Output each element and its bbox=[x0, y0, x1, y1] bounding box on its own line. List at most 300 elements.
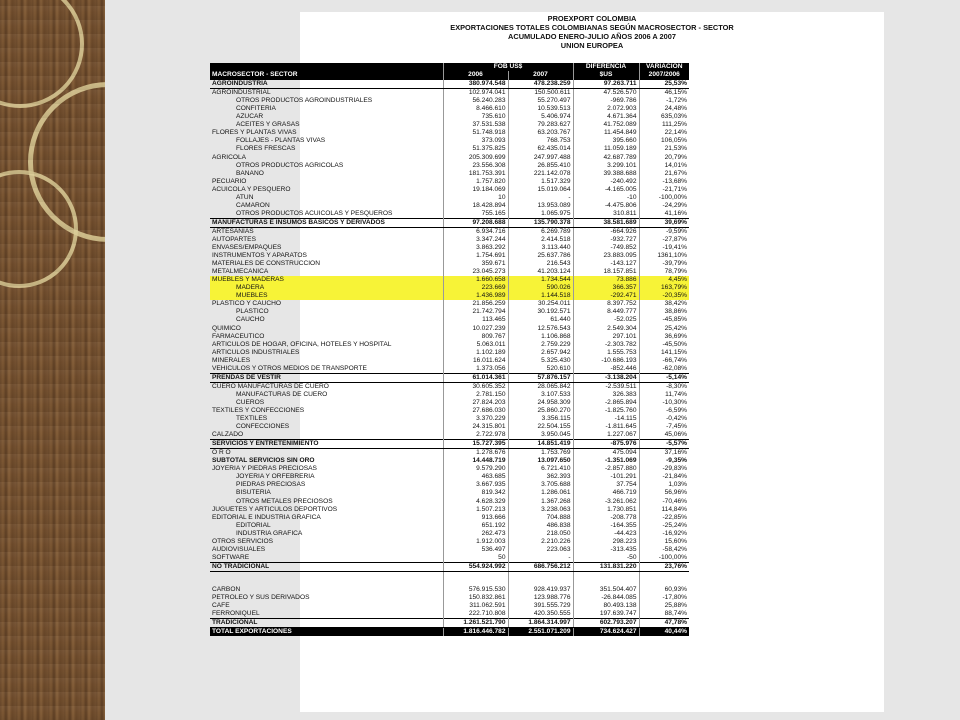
table-row bbox=[210, 325, 689, 333]
row-label: AZUCAR bbox=[236, 113, 264, 121]
value-var: 15,60% bbox=[639, 538, 689, 546]
table-row bbox=[210, 113, 689, 121]
value-2007: 10.539.513 bbox=[508, 105, 573, 113]
value-2006: 205.309.699 bbox=[443, 154, 508, 162]
row-label: PLASTICO bbox=[236, 308, 269, 316]
value-2007: 123.988.776 bbox=[508, 594, 573, 602]
table-row bbox=[210, 594, 689, 602]
row-label: O R O bbox=[212, 449, 231, 457]
value-2007: 12.576.543 bbox=[508, 325, 573, 333]
value-diff: -875.976 bbox=[573, 440, 639, 449]
value-var: -21,71% bbox=[639, 186, 689, 194]
value-diff: -14.115 bbox=[573, 415, 639, 423]
row-label: ARTICULOS INDUSTRIALES bbox=[212, 348, 300, 356]
row-label: MATERIALES DE CONSTRUCCION bbox=[212, 260, 320, 268]
value-var: 106,05% bbox=[639, 137, 689, 145]
value-2006: 16.011.624 bbox=[443, 357, 508, 365]
value-var: 21,67% bbox=[639, 170, 689, 178]
header-var: VARIACION bbox=[639, 63, 689, 71]
table-row bbox=[210, 284, 689, 292]
value-var: 36,69% bbox=[639, 333, 689, 341]
row-label: OTROS PRODUCTOS AGRICOLAS bbox=[236, 161, 344, 169]
table-row bbox=[210, 440, 689, 449]
row-label: MANUFACTURAS E INSUMOS BASICOS Y DERIVADOS bbox=[210, 218, 443, 227]
value-2006: 113.465 bbox=[443, 316, 508, 324]
table-row bbox=[210, 276, 689, 284]
table-row bbox=[210, 154, 689, 162]
table-row bbox=[210, 162, 689, 170]
value-diff: -240.492 bbox=[573, 178, 639, 186]
value-2007: 221.142.078 bbox=[508, 170, 573, 178]
value-diff bbox=[573, 571, 639, 586]
value-diff: 326.383 bbox=[573, 391, 639, 399]
value-diff: -749.852 bbox=[573, 244, 639, 252]
value-2007: 57.876.157 bbox=[508, 373, 573, 382]
value-2006: 23.045.273 bbox=[443, 268, 508, 276]
value-2007: 15.019.064 bbox=[508, 186, 573, 194]
row-label: MINERALES bbox=[212, 356, 251, 364]
table-row bbox=[210, 562, 689, 571]
value-2007: 704.888 bbox=[508, 514, 573, 522]
header-blank bbox=[210, 63, 443, 71]
table-row bbox=[210, 407, 689, 415]
value-diff: 310.811 bbox=[573, 210, 639, 219]
value-diff: -101.291 bbox=[573, 473, 639, 481]
row-label: SERVICIOS Y ENTRETENIMIENTO bbox=[210, 440, 443, 449]
value-var: -45,85% bbox=[639, 316, 689, 324]
value-2007: 63.203.767 bbox=[508, 129, 573, 137]
value-2007: 686.756.212 bbox=[508, 562, 573, 571]
value-diff: 297.101 bbox=[573, 333, 639, 341]
value-diff: -1.811.645 bbox=[573, 423, 639, 431]
table-row bbox=[210, 449, 689, 458]
row-label: CAMARON bbox=[236, 201, 270, 209]
value-var: 37,16% bbox=[639, 449, 689, 458]
decorative-ring bbox=[0, 170, 78, 288]
value-2006: 1.912.003 bbox=[443, 538, 508, 546]
value-var: 56,96% bbox=[639, 489, 689, 497]
value-2007: - bbox=[508, 194, 573, 202]
table-row bbox=[210, 137, 689, 145]
table-row bbox=[210, 473, 689, 481]
value-2007: 928.419.937 bbox=[508, 586, 573, 594]
value-var: -6,59% bbox=[639, 407, 689, 415]
row-label: FERRONIQUEL bbox=[212, 610, 260, 618]
row-label: MUEBLES Y MADERAS bbox=[210, 276, 443, 284]
value-2006: 1.816.446.782 bbox=[443, 628, 508, 637]
value-2007: 1.864.314.997 bbox=[508, 619, 573, 628]
table-row bbox=[210, 357, 689, 365]
value-var: -62,08% bbox=[639, 365, 689, 374]
table-row bbox=[210, 481, 689, 489]
value-var: -24,29% bbox=[639, 202, 689, 210]
value-2006: 2.722.978 bbox=[443, 431, 508, 440]
value-var: -29,83% bbox=[639, 465, 689, 473]
table-row bbox=[210, 308, 689, 316]
value-2007: 6.721.410 bbox=[508, 465, 573, 473]
value-diff: -26.844.085 bbox=[573, 594, 639, 602]
row-label: TOTAL EXPORTACIONES bbox=[210, 628, 443, 637]
value-2007: 41.203.124 bbox=[508, 268, 573, 276]
value-var: 40,44% bbox=[639, 628, 689, 637]
table-row bbox=[210, 178, 689, 186]
value-var: -7,45% bbox=[639, 423, 689, 431]
value-2007: 26.855.410 bbox=[508, 162, 573, 170]
value-2007: 3.107.533 bbox=[508, 391, 573, 399]
value-diff: -2.539.511 bbox=[573, 382, 639, 391]
value-2006: 755.165 bbox=[443, 210, 508, 219]
row-label: TEXTILES Y CONFECCIONES bbox=[212, 406, 305, 414]
row-label: AGRICOLA bbox=[212, 153, 247, 161]
value-diff: 197.639.747 bbox=[573, 610, 639, 619]
value-diff: -44.423 bbox=[573, 530, 639, 538]
table-row bbox=[210, 300, 689, 308]
row-label: PLASTICO Y CAUCHO bbox=[212, 300, 282, 308]
value-var bbox=[639, 571, 689, 586]
value-2007: 1.106.868 bbox=[508, 333, 573, 341]
table-row bbox=[210, 431, 689, 440]
row-label: ARTESANIAS bbox=[212, 227, 254, 235]
value-diff: 8.397.752 bbox=[573, 300, 639, 308]
row-label: INSTRUMENTOS Y APARATOS bbox=[212, 252, 307, 260]
table-row bbox=[210, 218, 689, 227]
value-2006: 19.184.069 bbox=[443, 186, 508, 194]
value-var: 11,74% bbox=[639, 391, 689, 399]
value-2006: 56.240.283 bbox=[443, 97, 508, 105]
header-fob: FOB US$ bbox=[443, 63, 573, 71]
value-diff: -664.926 bbox=[573, 227, 639, 236]
value-diff: -164.355 bbox=[573, 522, 639, 530]
value-var: 45,06% bbox=[639, 431, 689, 440]
value-var: 41,16% bbox=[639, 210, 689, 219]
value-var: -9,59% bbox=[639, 227, 689, 236]
row-label: CUERO MANUFACTURAS DE CUERO bbox=[212, 382, 329, 390]
value-diff: -3.138.204 bbox=[573, 373, 639, 382]
value-2007: 218.050 bbox=[508, 530, 573, 538]
row-label: FLORES FRESCAS bbox=[236, 145, 296, 153]
value-2007: 2.210.226 bbox=[508, 538, 573, 546]
table-row bbox=[210, 399, 689, 407]
table-row bbox=[210, 514, 689, 522]
value-diff: 47.526.570 bbox=[573, 89, 639, 98]
table-row bbox=[210, 382, 689, 391]
value-var: 60,93% bbox=[639, 586, 689, 594]
row-label: EDITORIAL bbox=[236, 521, 271, 529]
value-var: 23,76% bbox=[639, 562, 689, 571]
value-2006: 536.497 bbox=[443, 546, 508, 554]
value-2006: 51.375.825 bbox=[443, 145, 508, 153]
exports-table bbox=[210, 63, 689, 636]
row-label: PECUARIO bbox=[212, 177, 247, 185]
value-2006: 6.934.716 bbox=[443, 227, 508, 236]
value-var: 25,42% bbox=[639, 325, 689, 333]
title-org: PROEXPORT COLOMBIA bbox=[547, 14, 637, 23]
value-2007: 1.065.975 bbox=[508, 210, 573, 219]
value-2006: 2.781.150 bbox=[443, 391, 508, 399]
value-diff: -50 bbox=[573, 554, 639, 563]
table-row bbox=[210, 373, 689, 382]
value-2006: 27.686.030 bbox=[443, 407, 508, 415]
value-diff: 23.883.095 bbox=[573, 252, 639, 260]
value-diff: 18.157.851 bbox=[573, 268, 639, 276]
value-var: -70,46% bbox=[639, 497, 689, 505]
value-diff: -1.351.069 bbox=[573, 457, 639, 465]
table-row bbox=[210, 227, 689, 236]
value-2007: 5.406.974 bbox=[508, 113, 573, 121]
table-row bbox=[210, 202, 689, 210]
header-usd: $US bbox=[573, 71, 639, 80]
value-var: 38,42% bbox=[639, 300, 689, 308]
row-label: CONFITERIA bbox=[236, 105, 276, 113]
row-label: ATUN bbox=[236, 193, 254, 201]
value-diff: -969.786 bbox=[573, 97, 639, 105]
value-2007: 3.705.688 bbox=[508, 481, 573, 489]
table-row bbox=[210, 252, 689, 260]
row-label: MUEBLES bbox=[210, 292, 443, 300]
value-2006: 150.832.861 bbox=[443, 594, 508, 602]
value-var: 141,15% bbox=[639, 349, 689, 357]
value-var: -20,35% bbox=[639, 292, 689, 300]
value-2007: 391.555.729 bbox=[508, 602, 573, 610]
value-2007: 1.286.061 bbox=[508, 489, 573, 497]
value-diff: -10.686.193 bbox=[573, 357, 639, 365]
table-row bbox=[210, 341, 689, 349]
row-label: PIEDRAS PRECIOSAS bbox=[236, 481, 306, 489]
row-label: FOLLAJES - PLANTAS VIVAS bbox=[236, 137, 326, 145]
value-2006: 1.102.189 bbox=[443, 349, 508, 357]
value-var: -10,30% bbox=[639, 399, 689, 407]
row-label: MANUFACTURAS DE CUERO bbox=[236, 390, 328, 398]
row-label bbox=[210, 571, 443, 586]
value-var: 114,84% bbox=[639, 506, 689, 514]
value-2007: 1.753.769 bbox=[508, 449, 573, 458]
value-var: 25,53% bbox=[639, 80, 689, 89]
table-row bbox=[210, 89, 689, 98]
value-diff: -208.778 bbox=[573, 514, 639, 522]
row-label: OTROS PRODUCTOS AGROINDUSTRIALES bbox=[236, 97, 373, 105]
report-title bbox=[300, 14, 884, 50]
table-row bbox=[210, 497, 689, 505]
value-var: -100,00% bbox=[639, 194, 689, 202]
value-diff: 366.357 bbox=[573, 284, 639, 292]
value-diff: -10 bbox=[573, 194, 639, 202]
value-var: -1,72% bbox=[639, 97, 689, 105]
row-label: EDITORIAL E INDUSTRIA GRAFICA bbox=[212, 513, 321, 521]
value-diff: 475.094 bbox=[573, 449, 639, 458]
table-row bbox=[210, 121, 689, 129]
table-row bbox=[210, 546, 689, 554]
value-2006: 223.669 bbox=[443, 284, 508, 292]
value-2006: 311.062.591 bbox=[443, 602, 508, 610]
row-label: JUGUETES Y ARTICULOS DEPORTIVOS bbox=[212, 505, 338, 513]
row-label: ACUICOLA Y PESQUERO bbox=[212, 185, 291, 193]
value-diff: -4.475.806 bbox=[573, 202, 639, 210]
value-2006: 1.507.213 bbox=[443, 506, 508, 514]
row-label: JOYERIA Y PIEDRAS PRECIOSAS bbox=[212, 465, 317, 473]
value-2007: 2.759.229 bbox=[508, 341, 573, 349]
row-label: FARMACEUTICO bbox=[212, 332, 265, 340]
value-diff: 73.886 bbox=[573, 276, 639, 284]
value-var: -100,00% bbox=[639, 554, 689, 563]
value-var: -66,74% bbox=[639, 357, 689, 365]
header-diff: DIFERENCIA bbox=[573, 63, 639, 71]
value-var: 163,79% bbox=[639, 284, 689, 292]
value-2007: 362.393 bbox=[508, 473, 573, 481]
value-diff: 298.223 bbox=[573, 538, 639, 546]
value-var: 22,14% bbox=[639, 129, 689, 137]
value-diff: 11.454.849 bbox=[573, 129, 639, 137]
value-2007: 13.953.089 bbox=[508, 202, 573, 210]
value-2006: 51.748.918 bbox=[443, 129, 508, 137]
value-var: -5,14% bbox=[639, 373, 689, 382]
value-2007: 25.637.786 bbox=[508, 252, 573, 260]
value-2007: 216.543 bbox=[508, 260, 573, 268]
title-line2: ACUMULADO ENERO-JULIO AÑOS 2006 A 2007 bbox=[508, 32, 676, 41]
value-diff: 4.671.364 bbox=[573, 113, 639, 121]
wood-texture-strip bbox=[0, 0, 105, 720]
row-label: OTROS SERVICIOS bbox=[212, 537, 274, 545]
value-var: -0,42% bbox=[639, 415, 689, 423]
value-2006: 8.466.610 bbox=[443, 105, 508, 113]
table-row bbox=[210, 260, 689, 268]
header-2007: 2007 bbox=[508, 71, 573, 80]
value-var: -13,68% bbox=[639, 178, 689, 186]
value-var: 111,25% bbox=[639, 121, 689, 129]
value-2006: 554.924.992 bbox=[443, 562, 508, 571]
row-label: VEHICULOS Y OTROS MEDIOS DE TRANSPORTE bbox=[212, 364, 367, 372]
value-diff: 38.581.689 bbox=[573, 218, 639, 227]
value-2006: 3.347.244 bbox=[443, 236, 508, 244]
value-2007: 61.440 bbox=[508, 316, 573, 324]
header-row-2 bbox=[210, 71, 689, 80]
value-2007: 30.254.011 bbox=[508, 300, 573, 308]
value-var: 4,45% bbox=[639, 276, 689, 284]
value-2006: 10.027.239 bbox=[443, 325, 508, 333]
value-2006: 1.754.691 bbox=[443, 252, 508, 260]
row-label: CONFECCIONES bbox=[236, 423, 290, 431]
value-2006: 21.742.794 bbox=[443, 308, 508, 316]
value-diff: 131.831.220 bbox=[573, 562, 639, 571]
value-2007: 478.238.259 bbox=[508, 80, 573, 89]
value-diff: 351.504.407 bbox=[573, 586, 639, 594]
value-diff: -52.025 bbox=[573, 316, 639, 324]
value-diff: -852.446 bbox=[573, 365, 639, 374]
value-2006: 4.628.329 bbox=[443, 497, 508, 505]
value-2007: 30.192.571 bbox=[508, 308, 573, 316]
table-row bbox=[210, 292, 689, 300]
value-2007: 28.065.842 bbox=[508, 382, 573, 391]
value-diff: -4.165.005 bbox=[573, 186, 639, 194]
value-2006: 21.856.259 bbox=[443, 300, 508, 308]
value-2006: 5.063.011 bbox=[443, 341, 508, 349]
row-label: AGROINDUSTRIA bbox=[210, 80, 443, 89]
value-2007: - bbox=[508, 554, 573, 563]
table-row bbox=[210, 186, 689, 194]
row-label: AGROINDUSTRIAL bbox=[212, 89, 271, 97]
table-row bbox=[210, 210, 689, 219]
value-2006: 3.863.292 bbox=[443, 244, 508, 252]
value-diff: -1.825.760 bbox=[573, 407, 639, 415]
value-2007: 420.350.555 bbox=[508, 610, 573, 619]
title-line3: UNION EUROPEA bbox=[560, 41, 624, 50]
table-row bbox=[210, 522, 689, 530]
row-label: CAUCHO bbox=[236, 316, 265, 324]
table-row bbox=[210, 244, 689, 252]
value-diff: 466.719 bbox=[573, 489, 639, 497]
value-diff: 602.793.207 bbox=[573, 619, 639, 628]
value-2007: 2.551.071.209 bbox=[508, 628, 573, 637]
value-2007: 1.517.329 bbox=[508, 178, 573, 186]
value-2006: 373.093 bbox=[443, 137, 508, 145]
row-label: CARBON bbox=[212, 585, 241, 593]
row-label: SOFTWARE bbox=[212, 553, 250, 561]
value-2007: 3.238.063 bbox=[508, 506, 573, 514]
row-label: CAFE bbox=[212, 602, 230, 610]
table-row bbox=[210, 554, 689, 563]
value-2007: 2.414.518 bbox=[508, 236, 573, 244]
value-diff: 37.754 bbox=[573, 481, 639, 489]
value-2006: 651.192 bbox=[443, 522, 508, 530]
value-var: 39,69% bbox=[639, 218, 689, 227]
value-2006: 97.208.688 bbox=[443, 218, 508, 227]
value-var: 78,79% bbox=[639, 268, 689, 276]
value-2006: 262.473 bbox=[443, 530, 508, 538]
row-label: ENVASES/EMPAQUES bbox=[212, 244, 282, 252]
value-2006: 15.727.395 bbox=[443, 440, 508, 449]
value-diff: -2.857.880 bbox=[573, 465, 639, 473]
value-2006: 819.342 bbox=[443, 489, 508, 497]
table-row bbox=[210, 586, 689, 594]
table-row bbox=[210, 602, 689, 610]
value-2007: 3.950.045 bbox=[508, 431, 573, 440]
table-row bbox=[210, 415, 689, 423]
row-label: CALZADO bbox=[212, 431, 244, 439]
value-2006: 9.579.290 bbox=[443, 465, 508, 473]
value-2006: 735.610 bbox=[443, 113, 508, 121]
value-diff: 2.549.304 bbox=[573, 325, 639, 333]
table-row bbox=[210, 423, 689, 431]
value-var: -27,87% bbox=[639, 236, 689, 244]
decorative-ring bbox=[0, 0, 84, 108]
value-var: -25,24% bbox=[639, 522, 689, 530]
value-diff: 41.752.089 bbox=[573, 121, 639, 129]
value-2006: 61.014.361 bbox=[443, 373, 508, 382]
row-label: FLORES Y PLANTAS VIVAS bbox=[212, 129, 297, 137]
value-diff: 1.730.851 bbox=[573, 506, 639, 514]
value-2007: 2.657.942 bbox=[508, 349, 573, 357]
value-var: 24,48% bbox=[639, 105, 689, 113]
value-2007: 14.851.419 bbox=[508, 440, 573, 449]
value-diff: 1.555.753 bbox=[573, 349, 639, 357]
value-var: 20,79% bbox=[639, 154, 689, 162]
value-2007: 3.113.440 bbox=[508, 244, 573, 252]
value-diff: -143.127 bbox=[573, 260, 639, 268]
value-2007: 6.269.789 bbox=[508, 227, 573, 236]
row-label: QUIMICO bbox=[212, 324, 241, 332]
table-row bbox=[210, 105, 689, 113]
value-2006 bbox=[443, 571, 508, 586]
value-2007: 22.504.155 bbox=[508, 423, 573, 431]
value-2006: 1.278.676 bbox=[443, 449, 508, 458]
table-row bbox=[210, 80, 689, 89]
value-2006: 30.605.352 bbox=[443, 382, 508, 391]
value-diff: -292.471 bbox=[573, 292, 639, 300]
value-2006: 1.373.056 bbox=[443, 365, 508, 374]
table-row bbox=[210, 391, 689, 399]
value-2006: 913.666 bbox=[443, 514, 508, 522]
table-row bbox=[210, 316, 689, 324]
value-diff: 8.449.777 bbox=[573, 308, 639, 316]
